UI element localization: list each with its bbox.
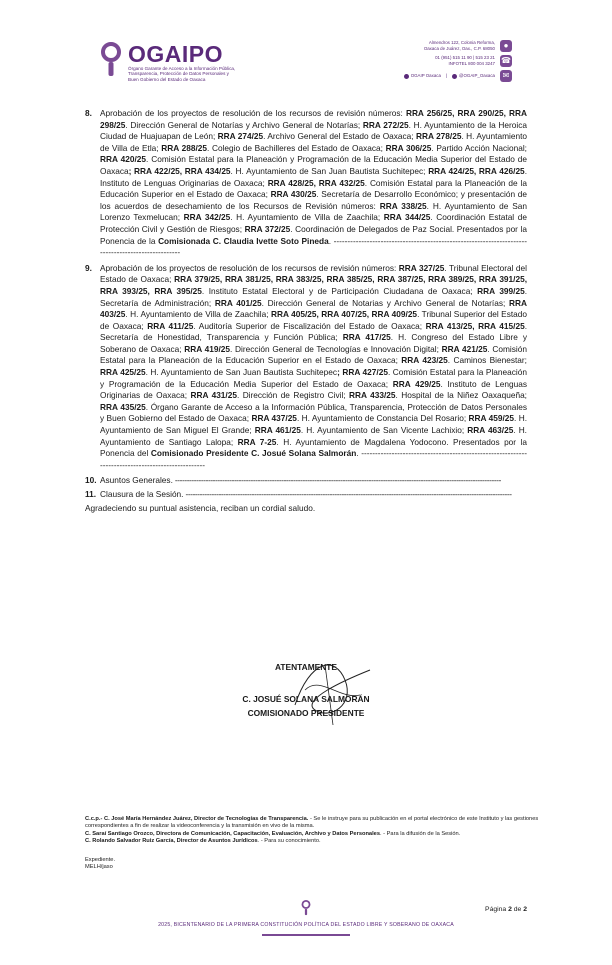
signature-block xyxy=(0,660,612,720)
bold-run: RRA 327/25 xyxy=(398,262,445,273)
bold-run: RRA 421/25 xyxy=(441,343,488,354)
facebook-icon xyxy=(404,74,409,79)
text-run: Aprobación de los proyectos de resolución de los recursos de revisión números: xyxy=(100,108,406,118)
item-text: Clausura de la Sesión. xyxy=(100,489,184,499)
bold-run: RRA 306/25 xyxy=(385,142,432,153)
text-run: . H. Ayuntamiento de Constancia Del Rosario; xyxy=(296,413,469,424)
text-run: . Instituto de Lenguas Originarias de Oaxaca; xyxy=(100,378,527,401)
bold-run: RRA 256/25, RRA 290/25, RRA 298/25 xyxy=(100,108,527,130)
bold-run: RRA 433/25 xyxy=(349,390,396,401)
text-run: . Dirección de Registro Civil; xyxy=(236,390,350,401)
text-run: . H. Ayuntamiento de San Miguel El Grande; xyxy=(100,413,528,436)
ccp-notes xyxy=(85,816,545,846)
address-row xyxy=(404,40,512,52)
text-run: . Comisión Estatal para la Planeación y Programación de la Educación Media Superior del Estado de Oaxaca xyxy=(100,154,527,176)
bold-run: RRA 411/25 xyxy=(147,320,194,331)
bold-run: ; RRA 427/25 xyxy=(337,367,388,378)
text-run: . --------------------------------------------------------------------------------------------------- xyxy=(100,235,528,258)
text-run: . Archivo General del Estado de Oaxaca; xyxy=(263,131,416,142)
dash-fill: ------------------------------------------------------------------------------------------------------------------------------------------ xyxy=(174,475,501,486)
phone-line: INFOTEL 800 004 3247 xyxy=(448,61,495,66)
email-icon: ✉ xyxy=(500,70,512,82)
location-pin-icon: ● xyxy=(500,40,512,52)
ogaipo-logo xyxy=(100,42,253,82)
bold-run: RRA 423/25 xyxy=(401,355,448,366)
bold-run: RRA 461/25 xyxy=(254,425,301,436)
text-run: . Órgano Garante de Acceso a la Información Pública, Transparencia, Protección de Datos Personales y Buen Gobierno del Estado de Oaxaca; xyxy=(100,401,527,424)
text-run: . Coordinación Estatal de Protección Civil y Gestión de Riesgos; xyxy=(100,212,527,234)
text-run: . Comisión Estatal para la Planeación y Programación de la Educación Media Superior del Estado de Oaxaca; xyxy=(100,367,527,389)
text-run: . Caminos Bienestar; xyxy=(447,355,527,366)
ccp-line xyxy=(85,831,545,838)
bold-run: RRA 372/25 xyxy=(244,223,291,234)
bold-run: RRA 344/25 xyxy=(383,212,431,223)
agenda-item-9 xyxy=(85,263,527,472)
agenda-item-10 xyxy=(85,475,527,487)
text-run: . H. Ayuntamiento de Santiago Lalopa; xyxy=(100,425,527,447)
bold-run: RRA 430/25 xyxy=(270,189,317,200)
text-run: . Instituto Estatal Electoral y de Participación Ciudadana de Oaxaca; xyxy=(201,285,478,296)
bold-run: RRA 403/25 xyxy=(100,297,528,320)
closing-text: Agradeciendo su puntual asistencia, reciban un cordial saludo. xyxy=(85,502,316,513)
item-number: 9. xyxy=(85,262,92,273)
text-run: . Secretaría de Administración; xyxy=(100,285,528,308)
text-run: . Secretaría de Desarrollo Económico; y presentación de los acuerdos de desechamiento de los Recursos de Revisión números: xyxy=(100,189,527,211)
text-run: . Dirección General de Tecnologías e Innovación Digital; xyxy=(230,343,442,354)
text-run: . Colegio de Bachilleres del Estado de Oaxaca; xyxy=(206,142,386,153)
brand-name: OGAIPO xyxy=(128,41,224,67)
bold-run: RRA 288/25 xyxy=(161,142,207,153)
signer-title: COMISIONADO PRESIDENTE xyxy=(247,708,365,718)
text-run: . H. Ayuntamiento de Magdalena Yodocono. Presentados por la Ponencia del xyxy=(100,436,527,459)
text-run: . Secretaría de Honestidad, Transparencia y Función Pública; xyxy=(100,320,527,343)
text-run: . H. Ayuntamiento de San Juan Bautista Suchitepec xyxy=(145,367,338,378)
bold-run: RRA 338/25 xyxy=(379,200,427,211)
logo-mark-icon xyxy=(100,42,122,78)
bold-run: RRA 435/25 xyxy=(100,401,146,412)
bold-run: RRA 431/25 xyxy=(190,390,237,401)
agenda-item-8 xyxy=(85,108,527,259)
text-run: . Hospital de la Niñez Oaxaqueña; xyxy=(395,390,527,401)
item-text xyxy=(100,263,527,472)
item-number: 10. xyxy=(85,475,97,486)
twitter-icon xyxy=(452,74,457,79)
bold-run: RRA 342/25 xyxy=(183,212,231,223)
text-run: . Tribunal Electoral del Estado de Oaxaca; xyxy=(100,262,527,285)
address-line: Almendros 122, Colonia Reforma, xyxy=(428,40,495,46)
item-text xyxy=(100,108,527,259)
text-run: . Instituto de Lenguas Originarias de Oaxaca; xyxy=(100,165,527,188)
text-run: . Tribunal Superior del Estado de Oaxaca; xyxy=(100,309,527,331)
text-run: . Auditoría Superior de Fiscalización del Estado de Oaxaca; xyxy=(193,320,426,331)
bold-run: C. Saraí Santiago Orozco, Directora de Comunicación, Capacitación, Evaluación, Archivo y Datos Personales xyxy=(85,830,380,837)
ccp-line xyxy=(85,838,545,845)
text-run: . Dirección General de Notarias y Archivo General de Notarías; xyxy=(261,297,510,308)
contact-block xyxy=(404,40,512,85)
bold-run: RRA 428/25, RRA 432/25 xyxy=(267,177,365,188)
twitter-handle: @OGAIP_Oaxaca xyxy=(459,73,495,79)
text-run: . H. Ayuntamiento de la Heroica Ciudad de Huajuapan de León; xyxy=(100,119,527,142)
social-row: OGAIP Oaxaca | @OGAIP_Oaxaca ✉ xyxy=(404,70,512,82)
org-name: Órgano Garante de Acceso a la Información Pública, Transparencia, Protección de Datos Personales y Buen Gobierno del Estado de Oaxaca xyxy=(128,66,236,82)
text-run: . -------------------------------------------------------------------------------------------------- xyxy=(100,448,527,470)
bold-run: C. Rolando Salvador Ruiz García, Director de Asuntos Jurídicos xyxy=(85,838,258,845)
phone-row xyxy=(404,55,512,67)
text-run: . H. Ayuntamiento de Villa de Zaachila; xyxy=(230,212,384,223)
letterhead xyxy=(0,0,612,100)
bold-run: RRA 437/25 xyxy=(251,413,297,424)
bold-run: RRA 459/25 xyxy=(468,413,514,424)
bold-run: RRA 425/25 xyxy=(100,367,146,378)
text-run: . - Para su conocimiento. xyxy=(257,838,321,845)
signer-name: C. JOSUÉ SOLANA SALMORÁN xyxy=(242,694,370,704)
text-run: . H. Ayuntamiento de San Vicente Lachixio; xyxy=(300,425,468,436)
text-run: . Coordinación de Delegados de Paz Social. Presentados por la Ponencia de la xyxy=(100,223,527,246)
facebook-handle: OGAIP Oaxaca xyxy=(410,73,441,79)
text-run: . Comisión Estatal para la Planeación de la Educación Superior en el Estado de Oaxaca; xyxy=(100,343,527,366)
bold-run: RRA 429/25 xyxy=(392,378,441,389)
bold-run: RRA 272/25 xyxy=(362,119,409,130)
bold-run: Comisionado Presidente C. Josué Solana Salmorán xyxy=(150,448,357,459)
item-text: Asuntos Generales. xyxy=(100,475,173,486)
expediente: Expediente. MELH/jaso xyxy=(85,857,116,871)
address-line: Oaxaca de Juárez, Oax., C.P. 68050 xyxy=(423,46,495,51)
bold-run: RRA 399/25 xyxy=(477,285,525,296)
footer-divider xyxy=(262,934,350,936)
text-run: . H. Ayuntamiento de San Juan Bautista Suchitepec; xyxy=(230,165,429,176)
bold-run: RRA 274/25 xyxy=(217,131,264,142)
page-number: Página 2 de 2 xyxy=(485,906,527,913)
agenda-body xyxy=(85,108,527,514)
text-run: . Partido Acción Nacional; xyxy=(431,142,527,153)
ccp-line xyxy=(85,816,545,831)
footer-logo-icon xyxy=(300,900,312,916)
dash-fill: ------------------------------------------------------------------------------------------------------------------------------------------ xyxy=(185,489,512,499)
atentamente: ATENTAMENTE xyxy=(274,662,338,672)
bold-run: RRA 401/25 xyxy=(214,297,262,308)
item-number: 11. xyxy=(85,489,97,499)
text-run: . H. Ayuntamiento de Villa de Etla; xyxy=(100,131,527,153)
text-run: - Se le instruye para su publicación en el portal electrónico de este Instituto y las gestiones correspondientes a fin de realizar la videoconferencia y la transmisión en vivo de la misma. xyxy=(85,816,539,830)
phone-line: 01 (951) 515 11 90 | 515 23 21 xyxy=(435,55,495,61)
text-run: . H. Congreso del Estado Libre y Soberano de Oaxaca; xyxy=(100,332,527,354)
text-run: . H. Ayuntamiento de San Lorenzo Texmelucan; xyxy=(100,200,527,223)
agenda-item-11 xyxy=(85,489,527,501)
bold-run: RRA 413/25, RRA 415/25 xyxy=(425,320,525,331)
bold-run: RRA 419/25 xyxy=(184,343,231,354)
bold-run: RRA 463/25 xyxy=(467,425,514,436)
bold-run: C.c.p.- C. José María Hernández Juárez, Director de Tecnologías de Transparencia. xyxy=(85,816,309,822)
text-run: . - Para la difusión de la Sesión. xyxy=(380,830,461,837)
text-run: . Comisión Estatal para la Planeación de la Educación Superior en el Estado de Oaxaca; xyxy=(100,177,528,200)
bold-run: RRA 417/25 xyxy=(342,332,391,343)
bicentenario-legend: 2025, BICENTENARIO DE LA PRIMERA CONSTITUCIÓN POLÍTICA DEL ESTADO LIBRE Y SOBERANO DE OAXACA xyxy=(158,922,454,928)
bold-run: RRA 7-25 xyxy=(237,436,277,447)
text-run: Aprobación de los proyectos de resolución de los recursos de revisión números: xyxy=(100,262,399,273)
bold-run: RRA 405/25, RRA 407/25, RRA 409/25 xyxy=(271,309,418,320)
bold-run: RRA 424/25, RRA 426/25 xyxy=(428,165,525,176)
bold-run: Comisionada C. Claudia Ivette Soto Pineda xyxy=(158,235,329,246)
text-run: . H. Ayuntamiento de Villa de Zaachila; xyxy=(125,309,271,320)
bold-run: RRA 379/25, RRA 381/25, RRA 383/25, RRA 385/25, RRA 387/25, RRA 389/25, RRA 391/25, RRA 393/25, RRA 395/25 xyxy=(100,274,527,296)
phone-icon: ☎ xyxy=(501,56,511,65)
bold-run: RRA 278/25 xyxy=(416,131,462,142)
item-number: 8. xyxy=(85,108,92,118)
text-run: . Dirección General de Notarías y Archivo General de Notarías; xyxy=(125,119,363,130)
bold-run: ; RRA 422/25, RRA 434/25 xyxy=(128,165,231,176)
bold-run: RRA 420/25 xyxy=(100,154,146,165)
